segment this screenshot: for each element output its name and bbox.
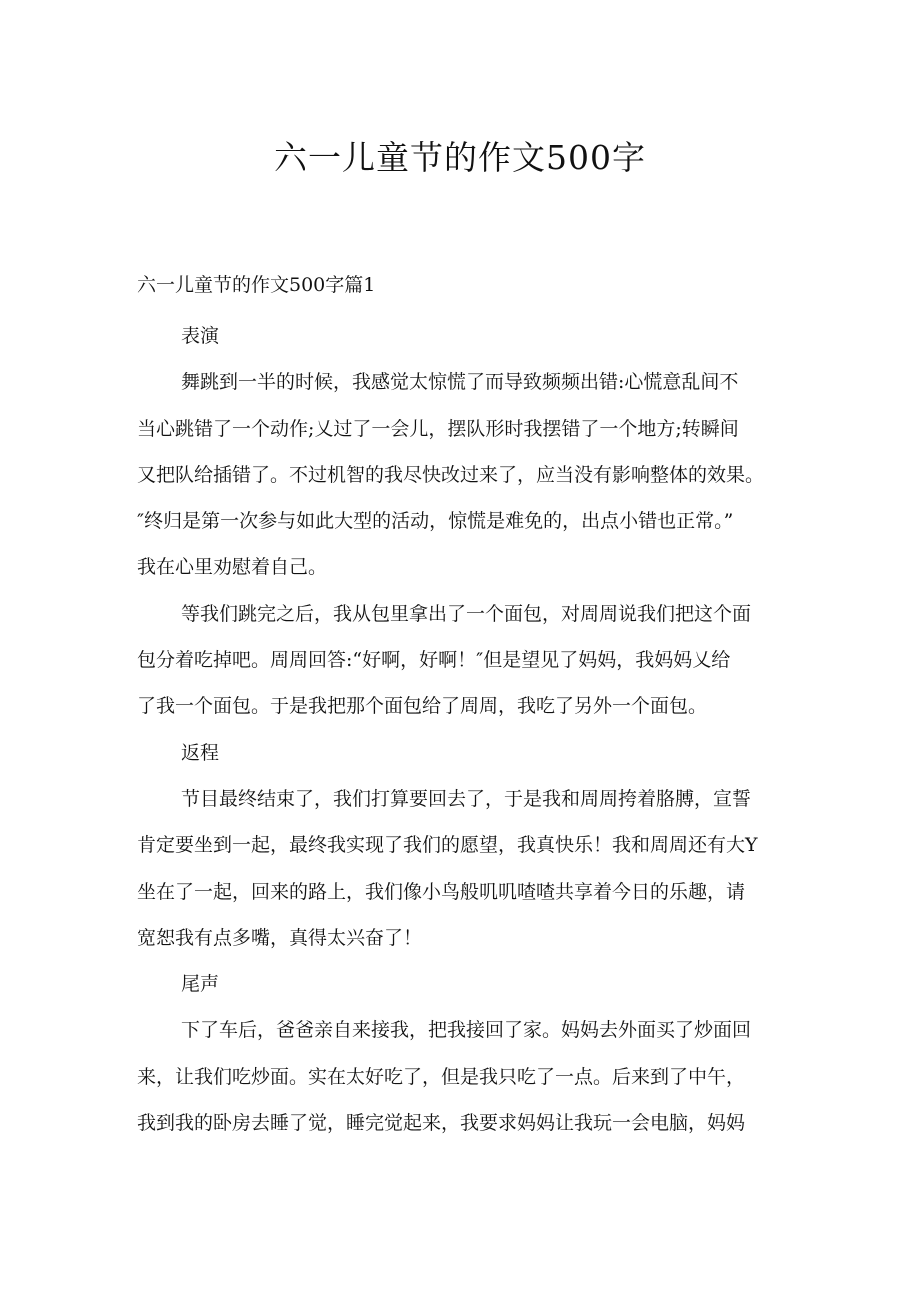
paragraph-line: 坐在了一起，回来的路上，我们像小鸟般叽叽喳喳共享着今日的乐趣，请 [137,880,746,903]
subheading-epilogue: 尾声 [181,973,220,996]
paragraph-line: 节目最终结束了，我们打算要回去了，于是我和周周挎着胳膊，宣誓 [181,787,752,810]
paragraph-line: 又把队给插错了。不过机智的我尽快改过来了，应当没有影响整体的效果。 [137,463,765,486]
paragraph-line: 肯定要坐到一起，最终我实现了我们的愿望，我真快乐！我和周周还有大Y [137,834,758,857]
paragraph-line: 当心跳错了一个动作;乂过了一会儿，摆队形时我摆错了一个地方;转瞬间 [137,417,739,440]
paragraph-line: 等我们跳完之后，我从包里拿出了一个面包，对周周说我们把这个面 [181,602,752,625]
subheading-performance: 表演 [181,325,220,347]
subheading-return-trip: 返程 [181,741,220,764]
section-heading: 六一儿童节的作文500字篇1 [137,274,376,296]
paragraph-line: 来，让我们吃炒面。实在太好吃了，但是我只吃了一点。后来到了中午， [137,1065,746,1088]
paragraph-line: 舞跳到一半的时候，我感觉太惊慌了而导致频频出错:心慌意乱间不 [181,371,739,394]
document-title: 六一儿童节的作文500字 [274,138,646,177]
paragraph-line: 了我一个面包。于是我把那个面包给了周周，我吃了另外一个面包。 [137,695,708,718]
paragraph-line: 宽恕我有点多嘴，真得太兴奋了！ [137,926,423,949]
paragraph-line: 我在心里劝慰着自己。 [137,556,328,579]
paragraph-line: ″终归是第一次参与如此大型的活动，惊慌是难免的，出点小错也正常。” [137,510,734,533]
body-text [137,313,797,1146]
paragraph-line: 包分着吃掉吧。周周回答:“好啊，好啊！″但是望见了妈妈，我妈妈乂给 [137,649,731,672]
paragraph-line: 下了车后，爸爸亲自来接我，把我接回了家。妈妈去外面买了炒面回 [181,1019,752,1042]
paragraph-line: 我到我的卧房去睡了觉，睡完觉起来，我要求妈妈让我玩一会电脑，妈妈 [137,1112,746,1135]
